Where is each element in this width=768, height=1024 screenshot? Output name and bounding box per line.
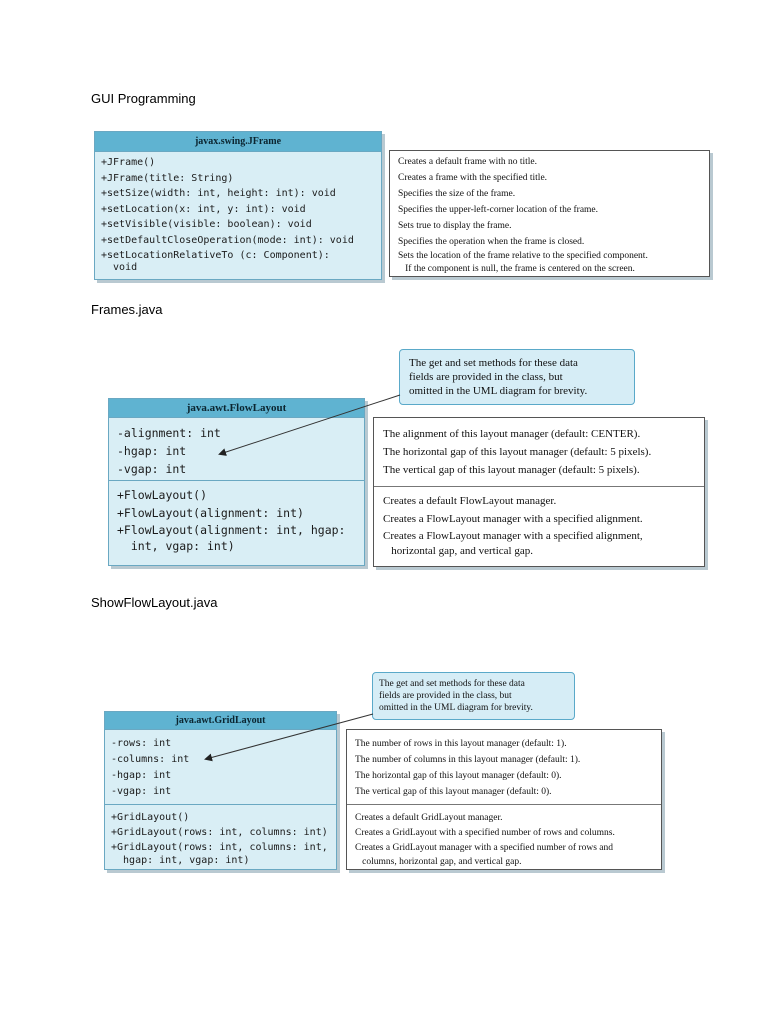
note-line: The get and set methods for these data (379, 679, 525, 689)
flowlayout-method-description: Creates a default FlowLayout manager. (383, 495, 557, 507)
note-line: fields are provided in the class, but (379, 691, 512, 701)
jframe-method: +setDefaultCloseOperation(mode: int): void (101, 234, 354, 246)
jframe-description: Specifies the size of the frame. (398, 189, 516, 199)
flowlayout-field: -hgap: int (117, 444, 187, 458)
note-line: omitted in the UML diagram for brevity. (409, 385, 588, 397)
jframe-description: Specifies the upper-left-corner location of the frame. (398, 205, 599, 215)
jframe-method: +JFrame(title: String) (101, 172, 234, 184)
jframe-class-title: javax.swing.JFrame (95, 132, 381, 151)
gridlayout-field: -hgap: int (111, 770, 172, 781)
flowlayout-method-description: horizontal gap, and vertical gap. (383, 545, 533, 557)
jframe-method: +setLocationRelativeTo (c: Component): (101, 249, 330, 261)
flowlayout-method: int, vgap: int) (117, 539, 235, 553)
gridlayout-method: +GridLayout(rows: int, columns: int) (111, 827, 328, 838)
gridlayout-field-description: The vertical gap of this layout manager (default: 0). (355, 787, 552, 797)
gridlayout-field-description: The number of columns in this layout manager (default: 1). (355, 755, 581, 765)
flowlayout-note-arrow (220, 395, 400, 454)
gridlayout-method: +GridLayout() (111, 812, 190, 823)
jframe-method: +JFrame() (101, 157, 156, 168)
jframe-description: If the component is null, the frame is centered on the screen. (398, 264, 635, 274)
gridlayout-method-description: Creates a default GridLayout manager. (355, 813, 503, 823)
gridlayout-method-description: Creates a GridLayout manager with a specified number of rows and (355, 843, 613, 853)
jframe-method: +setVisible(visible: boolean): void (101, 219, 312, 231)
jframe-description: Sets the location of the frame relative to the specified component. (398, 251, 648, 261)
note-line: fields are provided in the class, but (409, 371, 563, 383)
flowlayout-field-description: The alignment of this layout manager (default: CENTER). (383, 428, 641, 440)
jframe-description: Creates a frame with the specified title. (398, 173, 548, 183)
jframe-method: void (101, 261, 138, 273)
jframe-method: +setSize(width: int, height: int): void (101, 188, 336, 200)
flowlayout-method: +FlowLayout() (117, 488, 208, 502)
flowlayout-class-title: java.awt.FlowLayout (109, 399, 364, 417)
gridlayout-field: -vgap: int (111, 786, 172, 797)
gridlayout-class-title: java.awt.GridLayout (105, 712, 336, 729)
flowlayout-method-description: Creates a FlowLayout manager with a specified alignment. (383, 513, 643, 525)
heading-frames-java: Frames.java (91, 302, 163, 317)
flowlayout-method-description: Creates a FlowLayout manager with a specified alignment, (383, 530, 643, 542)
note-line: The get and set methods for these data (409, 357, 578, 369)
jframe-method: +setLocation(x: int, y: int): void (101, 203, 306, 215)
flowlayout-method: +FlowLayout(alignment: int) (117, 506, 304, 520)
jframe-description: Sets true to display the frame. (398, 221, 512, 231)
jframe-description: Creates a default frame with no title. (398, 157, 538, 167)
gridlayout-method: +GridLayout(rows: int, columns: int, (111, 842, 328, 853)
heading-showflowlayout-java: ShowFlowLayout.java (91, 595, 218, 610)
gridlayout-method-description: Creates a GridLayout with a specified number of rows and columns. (355, 828, 615, 838)
flowlayout-field-description: The horizontal gap of this layout manager (default: 5 pixels). (383, 446, 652, 458)
jframe-description: Specifies the operation when the frame is closed. (398, 237, 585, 247)
gridlayout-method: hgap: int, vgap: int) (111, 855, 250, 866)
gridlayout-field: -columns: int (111, 754, 190, 765)
gridlayout-field: -rows: int (111, 738, 172, 749)
flowlayout-method: +FlowLayout(alignment: int, hgap: (117, 523, 346, 537)
heading-gui-programming: GUI Programming (91, 91, 196, 106)
gridlayout-field-description: The horizontal gap of this layout manager (default: 0). (355, 771, 562, 781)
gridlayout-field-description: The number of rows in this layout manager (default: 1). (355, 739, 567, 749)
flowlayout-field-description: The vertical gap of this layout manager (default: 5 pixels). (383, 464, 640, 476)
flowlayout-field: -vgap: int (117, 462, 187, 476)
note-line: omitted in the UML diagram for brevity. (379, 703, 533, 713)
gridlayout-method-description: columns, horizontal gap, and vertical gap. (355, 857, 522, 867)
gridlayout-note-arrow (206, 714, 373, 759)
flowlayout-field: -alignment: int (117, 426, 221, 440)
